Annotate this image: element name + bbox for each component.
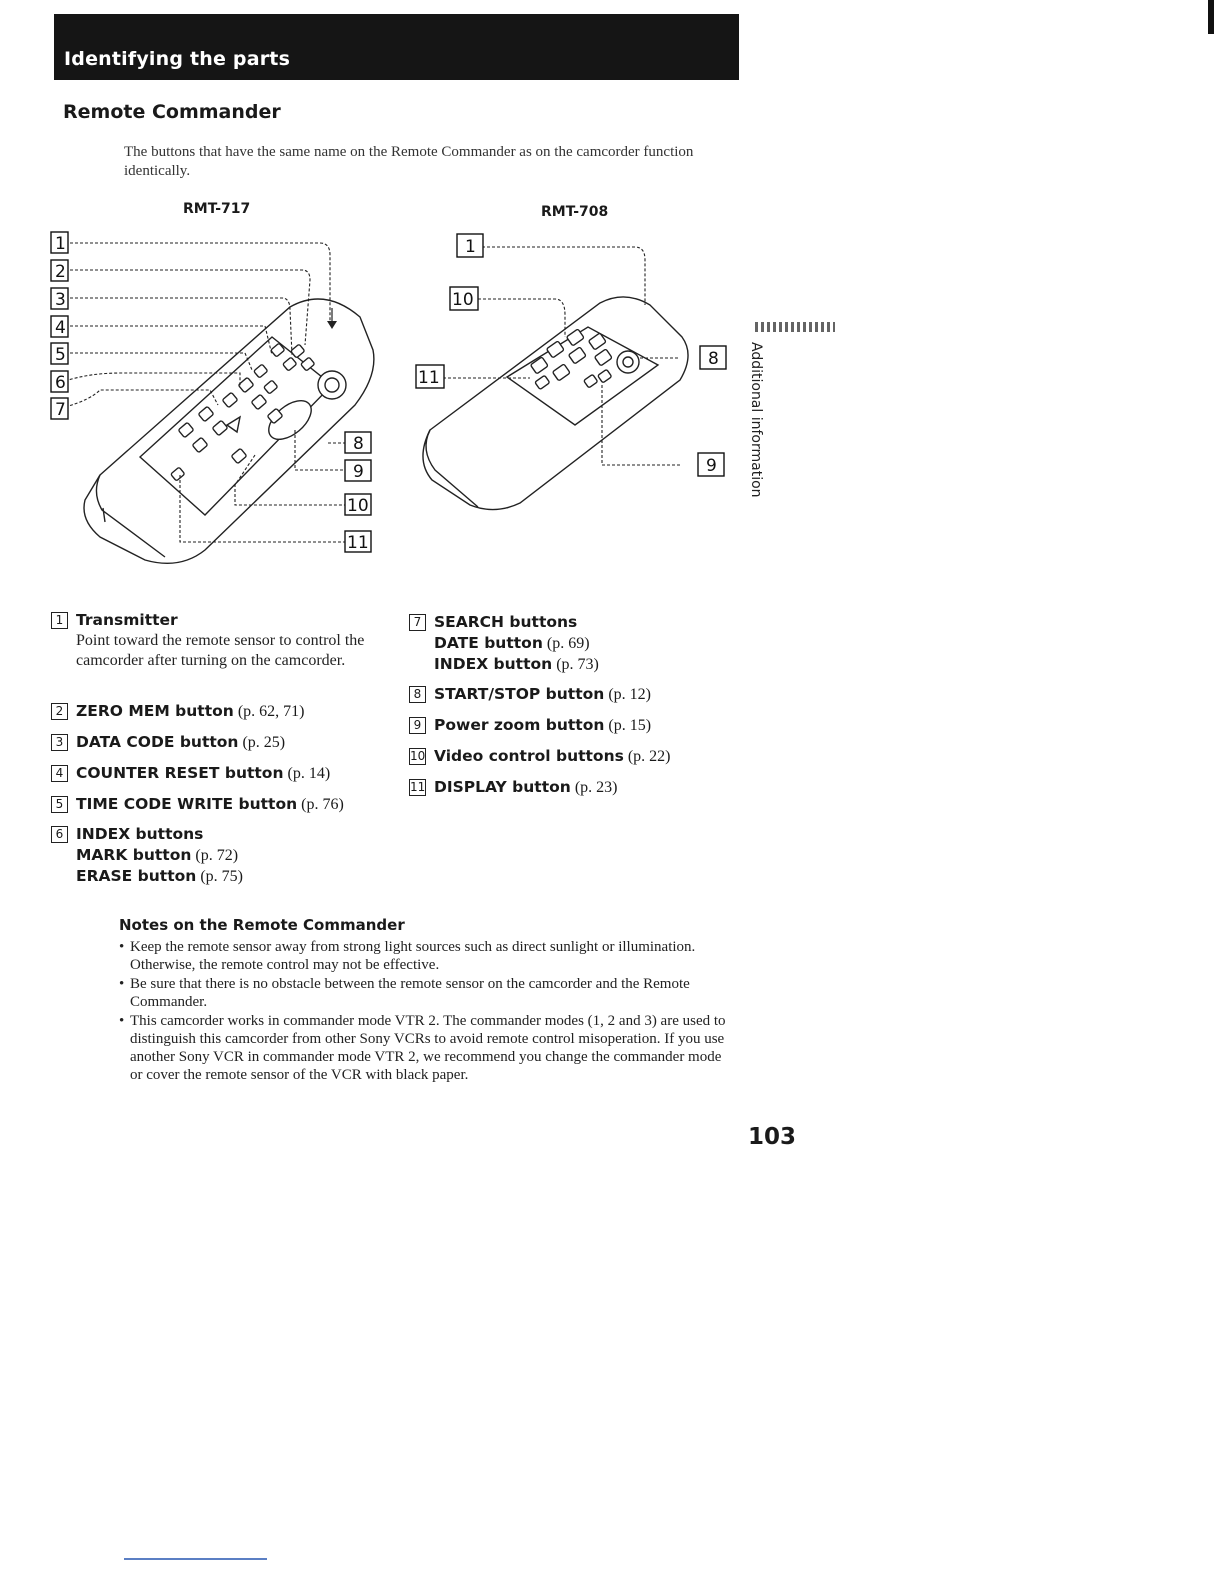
rmt708-diagram — [410, 225, 740, 525]
page-number: 103 — [748, 1124, 797, 1150]
part-item-time-code-write — [51, 794, 344, 815]
sub-item-erase — [51, 866, 243, 887]
label-11: 11 — [347, 533, 369, 553]
note-item: • This camcorder works in commander mode VTR 2. The commander modes (1, 2 and 3) are used to distinguish this camcorder from other Sony VCRs to avoid remote control misoperation. If you use another Sony VCR in commander mode VTR 2, we recommend you change the commander mode or cover the remote sensor of the VCR with black paper. — [119, 1012, 729, 1084]
sub-title: DATE button — [434, 634, 543, 652]
label-10: 10 — [452, 290, 474, 310]
label-5: 5 — [55, 345, 66, 365]
part-item-search-buttons — [409, 612, 599, 675]
part-number: 8 — [409, 686, 426, 703]
label-9: 9 — [706, 456, 717, 476]
sub-title: MARK button — [76, 846, 192, 864]
label-4: 4 — [55, 318, 66, 338]
part-number: 3 — [51, 734, 68, 751]
page-edge-mark — [1208, 0, 1214, 34]
label-11: 11 — [418, 368, 440, 388]
section-banner — [54, 14, 739, 80]
label-1: 1 — [55, 234, 66, 254]
label-9: 9 — [353, 462, 364, 482]
part-title: ZERO MEM button — [76, 702, 234, 720]
page-ref: (p. 15) — [604, 717, 652, 734]
part-number: 6 — [51, 826, 68, 843]
page-ref: (p. 69) — [542, 635, 590, 652]
sub-title: INDEX button — [434, 655, 553, 673]
part-item-data-code — [51, 732, 285, 753]
part-title: COUNTER RESET button — [76, 764, 284, 782]
part-title: DATA CODE button — [76, 733, 239, 751]
part-item-index-buttons — [51, 824, 243, 887]
part-title: SEARCH buttons — [434, 613, 578, 631]
model-label-rmt717: RMT-717 — [183, 201, 251, 217]
part-number: 7 — [409, 614, 426, 631]
notes-list — [119, 938, 729, 1085]
part-number: 2 — [51, 703, 68, 720]
sidebar-decoration — [755, 322, 835, 332]
banner-title: Identifying the parts — [64, 48, 291, 70]
notes-title: Notes on the Remote Commander — [119, 916, 405, 934]
page-ref: (p. 72) — [191, 847, 239, 864]
label-8: 8 — [708, 349, 719, 369]
part-number: 1 — [51, 612, 68, 629]
label-8: 8 — [353, 434, 364, 454]
part-number: 11 — [410, 780, 426, 794]
page-ref: (p. 73) — [552, 656, 599, 673]
label-1: 1 — [465, 237, 476, 257]
part-title: INDEX buttons — [76, 825, 204, 843]
page-ref: (p. 75) — [196, 868, 243, 885]
label-2: 2 — [55, 262, 66, 282]
part-title: DISPLAY button — [434, 778, 571, 796]
sub-title: ERASE button — [76, 867, 197, 885]
rmt717-diagram — [40, 225, 390, 585]
page-ref: (p. 12) — [604, 686, 651, 703]
note-item: • Be sure that there is no obstacle between the remote sensor on the camcorder and the Remote Commander. — [119, 975, 729, 1011]
label-6: 6 — [55, 373, 66, 393]
label-7: 7 — [55, 400, 66, 420]
part-title: START/STOP button — [434, 685, 605, 703]
part-item-video-control — [409, 746, 671, 767]
note-item: • Keep the remote sensor away from strong light sources such as direct sunlight or illumination. Otherwise, the remote control may not be effective. — [119, 938, 729, 974]
page-ref: (p. 14) — [283, 765, 331, 782]
footer-rule — [124, 1558, 267, 1560]
part-item-zero-mem — [51, 701, 304, 722]
label-3: 3 — [55, 290, 66, 310]
sidebar-tab — [748, 342, 772, 502]
label-10: 10 — [347, 496, 369, 516]
part-number: 9 — [409, 717, 426, 734]
part-item-power-zoom — [409, 715, 651, 736]
part-description: Point toward the remote sensor to control the camcorder after turning on the camcorder. — [76, 632, 365, 669]
part-item-start-stop — [409, 684, 651, 705]
page-ref: (p. 23) — [570, 779, 618, 796]
page-ref: (p. 22) — [623, 748, 671, 765]
part-number: 10 — [410, 749, 426, 763]
part-title: Transmitter — [76, 611, 178, 629]
part-item-counter-reset — [51, 763, 330, 784]
part-item-transmitter — [51, 610, 376, 671]
sidebar-tab-label: Additional information — [748, 342, 764, 498]
sub-item-mark — [51, 845, 243, 866]
intro-paragraph: The buttons that have the same name on the Remote Commander as on the camcorder function identically. — [124, 144, 694, 179]
part-item-display — [409, 777, 617, 798]
part-number: 5 — [51, 796, 68, 813]
page-ref: (p. 62, 71) — [233, 703, 305, 720]
page-ref: (p. 76) — [297, 796, 344, 813]
page-ref: (p. 25) — [238, 734, 286, 751]
part-title: Power zoom button — [434, 716, 605, 734]
sub-item-date — [409, 633, 599, 654]
sub-item-index — [409, 654, 599, 675]
page-title: Remote Commander — [63, 101, 281, 123]
part-title: Video control buttons — [434, 747, 624, 765]
part-number: 4 — [51, 765, 68, 782]
model-label-rmt708: RMT-708 — [541, 204, 609, 220]
part-title: TIME CODE WRITE button — [76, 795, 298, 813]
